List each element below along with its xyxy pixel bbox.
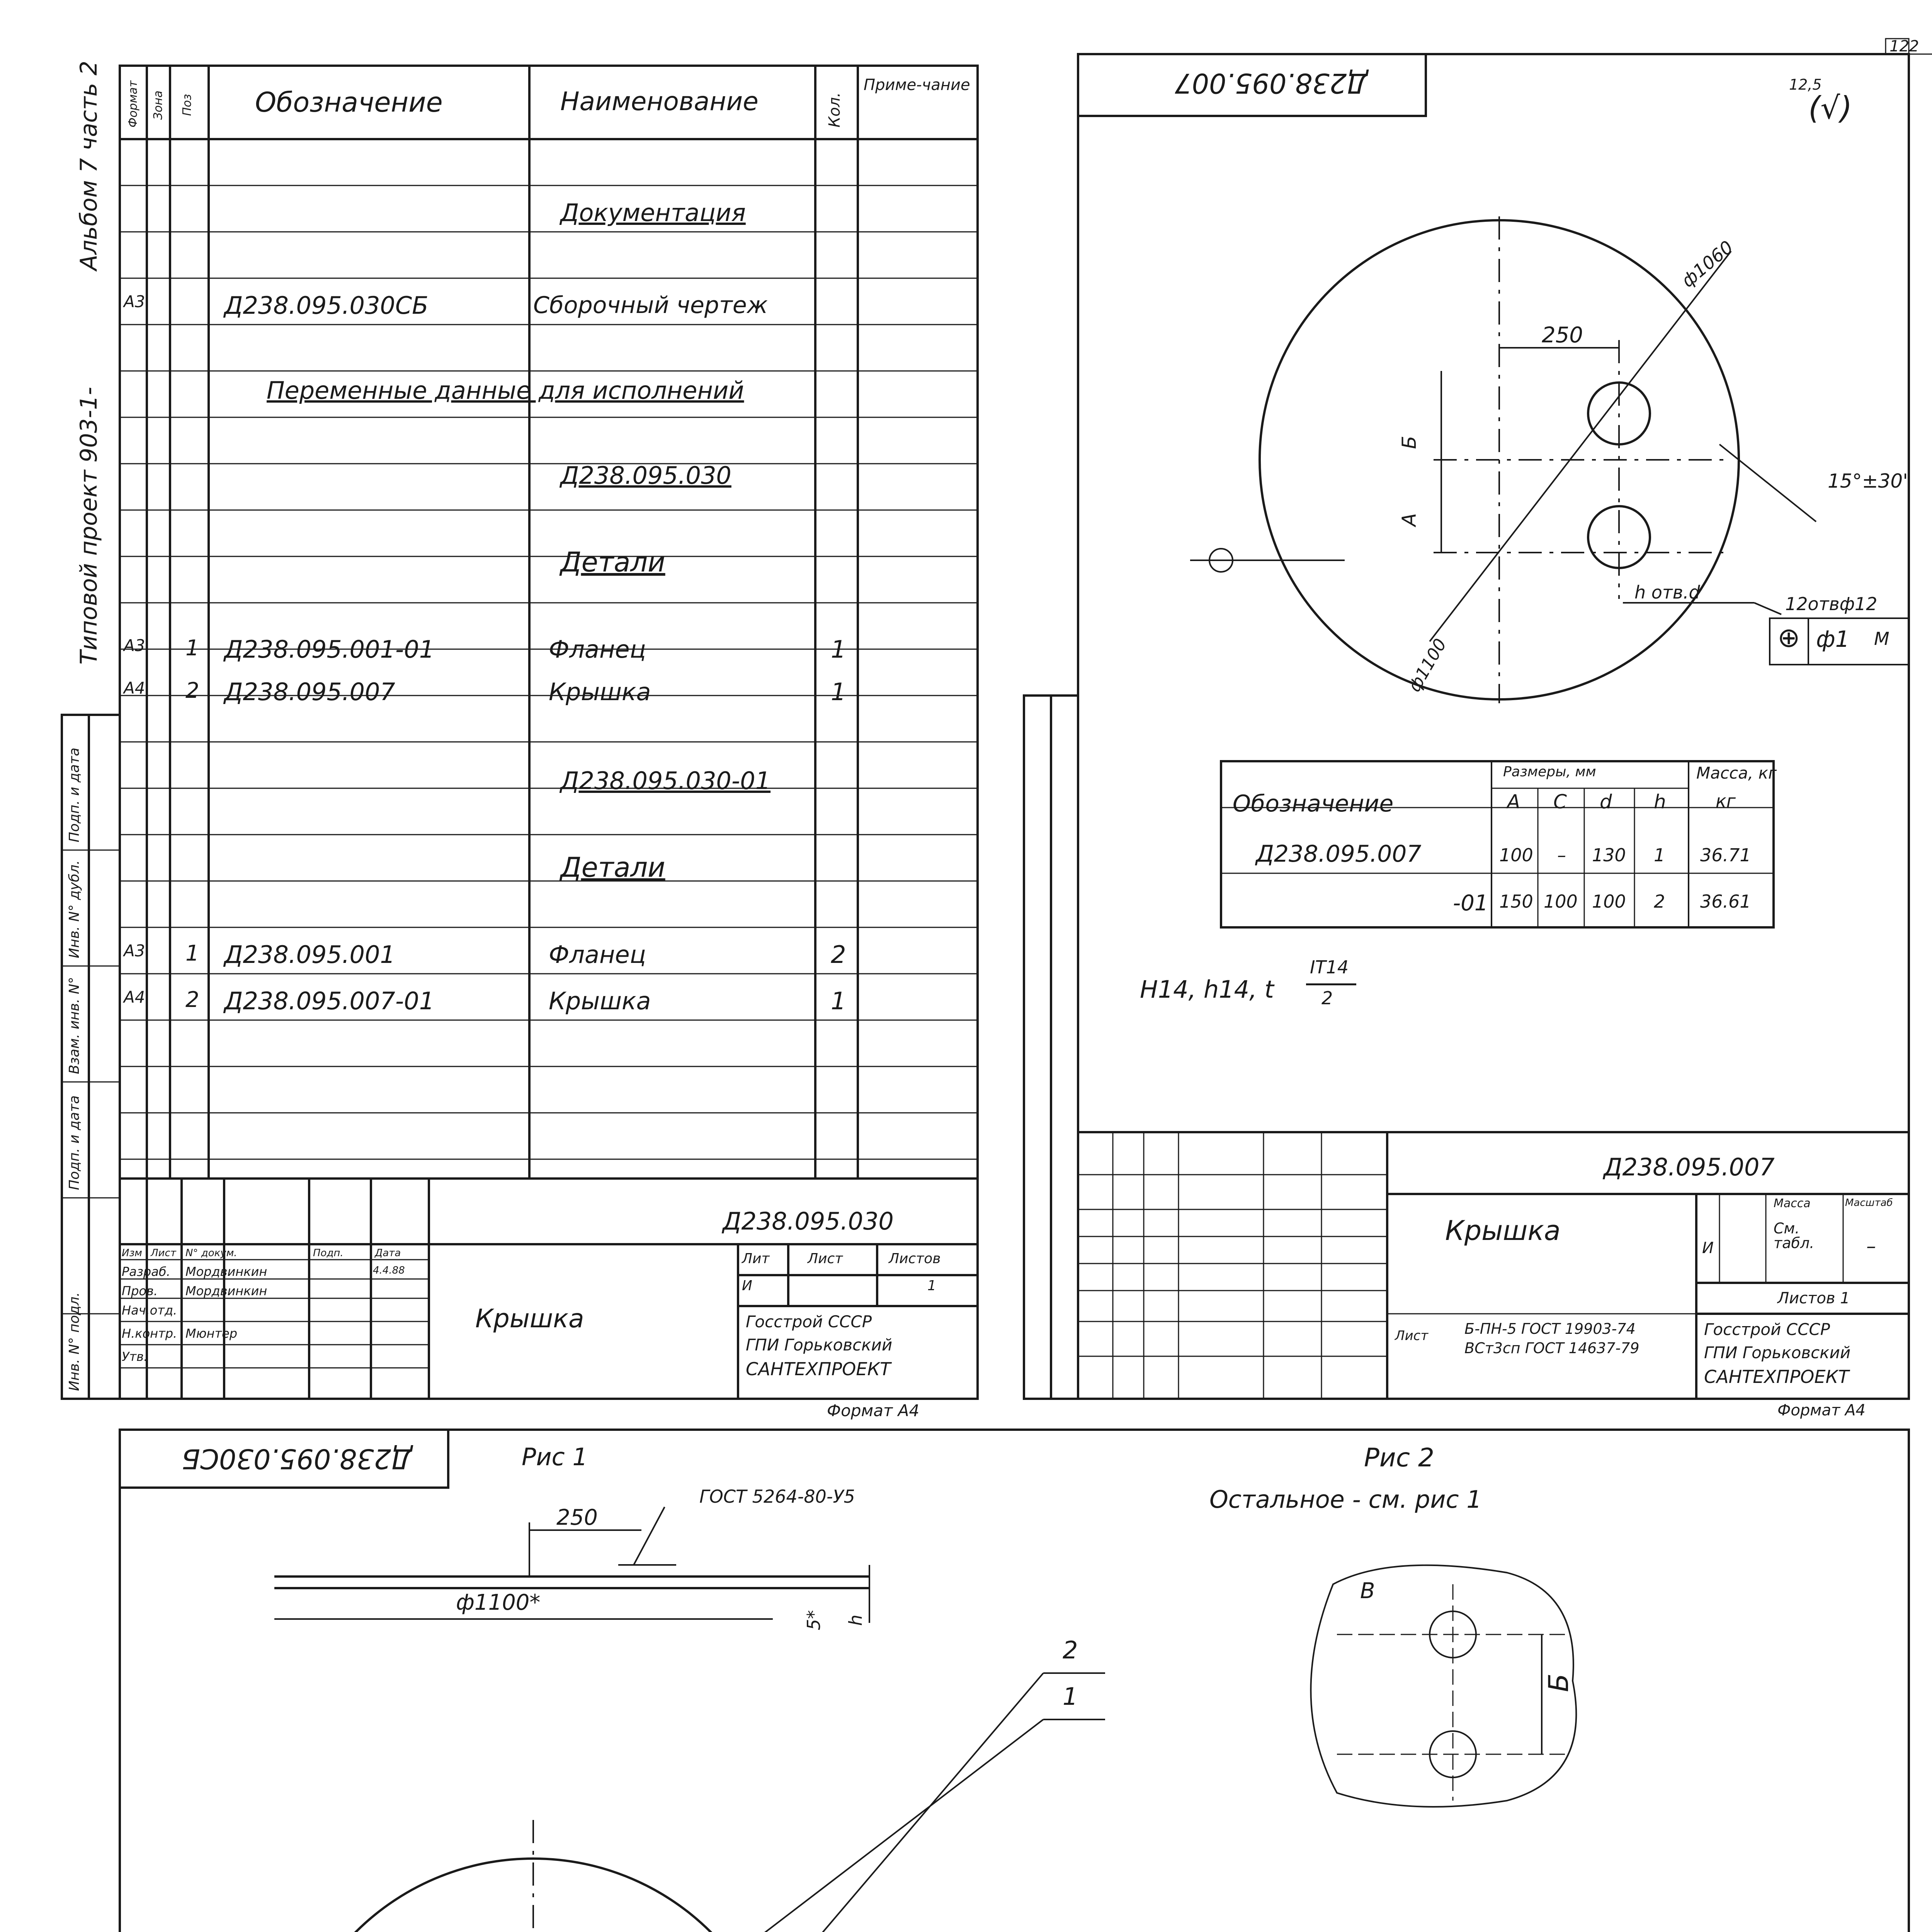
row-pos: 2 [185, 987, 199, 1012]
row-format: А3 [124, 941, 145, 960]
part-table-head: Размеры, мм [1503, 764, 1596, 780]
fig2-V-label: В [1360, 1578, 1375, 1604]
tb-date: 4.4.88 [373, 1265, 405, 1276]
col-note: Приме-чание [864, 76, 970, 94]
side-label-album: Альбом 7 часть 2 [75, 61, 102, 270]
assembly-sheet-frame [62, 1430, 1909, 1932]
fig1-label: Рис 1 [522, 1443, 588, 1471]
col-name: Наименование [560, 87, 759, 116]
tb-lit: Лит [742, 1251, 770, 1267]
part-tb-sheets: Листов 1 [1777, 1289, 1850, 1307]
part-note-fraction-bar [1306, 983, 1356, 985]
part-tb-lit-val: И [1702, 1239, 1714, 1257]
tolerance-m: М [1874, 628, 1889, 649]
side-label-project: Типовой проект 903-1- [75, 387, 102, 665]
part-tb-code: Д238.095.007 [1604, 1153, 1775, 1181]
margin-label-3: Взам. инв. N° [66, 977, 82, 1074]
row-name: Сборочный чертеж [533, 292, 768, 319]
part-note-den: 2 [1321, 988, 1333, 1009]
pos-1: 1 [1063, 1682, 1078, 1711]
part-table-cell: 36.71 [1700, 845, 1751, 866]
tb-role: Утв. [122, 1349, 148, 1364]
spec-sheet-frame [62, 66, 978, 1399]
part-table-cell: Д238.095.007 [1256, 840, 1422, 867]
row-designation: Д238.095.030СБ [224, 291, 429, 320]
row-format: А4 [124, 679, 145, 697]
tb-col-head: Подп. [313, 1247, 344, 1259]
tb-role: Пров. [122, 1284, 158, 1298]
sheet-number: 122 [1889, 37, 1919, 55]
row-name: Д238.095.030-01 [560, 767, 771, 795]
part-table-cell: 36.61 [1700, 891, 1751, 912]
dim-d-flat: ф1100* [456, 1590, 541, 1615]
row-designation: Д238.095.007-01 [224, 987, 435, 1015]
row-name: Фланец [549, 635, 646, 663]
col-pos: Поз [180, 94, 194, 116]
dim-h-label: h отв.d [1634, 582, 1700, 603]
part-table-sub: h [1654, 791, 1666, 813]
part-table-cell: – [1557, 845, 1566, 866]
part-table-cell: 100 [1499, 845, 1533, 866]
part-table-cell: -01 [1453, 891, 1488, 916]
part-tb-scale-head: Масштаб [1845, 1197, 1893, 1209]
fig2-label: Рис 2 [1364, 1443, 1434, 1473]
part-tb-material-2: ВСт3сп ГОСТ 14637-79 [1464, 1340, 1639, 1357]
row-pos: 1 [185, 941, 199, 966]
col-qty: Кол. [826, 92, 844, 128]
dim-h5: 5* [803, 1610, 825, 1631]
dim-angle: 15°±30' [1828, 470, 1908, 492]
part-table-cell: 100 [1544, 891, 1578, 912]
tb-person: Мордвинкин [185, 1284, 267, 1298]
part-table-cell: 130 [1592, 845, 1626, 866]
weld-note: ГОСТ 5264-80-У5 [699, 1486, 855, 1507]
dim-h: h [845, 1614, 866, 1626]
margin-label-4: Подп. и дата [66, 1095, 82, 1190]
tolerance-symbol: ⊕ [1777, 622, 1800, 653]
tb-person: Мюнтер [185, 1326, 238, 1341]
row-name: Документация [560, 199, 746, 227]
row-name: Крышка [549, 987, 651, 1015]
margin-label-1: Подп. и дата [66, 747, 82, 842]
tb-col-head: Дата [375, 1247, 401, 1259]
tb-format: Формат А4 [827, 1401, 920, 1420]
row-qty: 1 [831, 987, 846, 1015]
tb-role: Нач.отд. [122, 1303, 177, 1318]
row-name: Детали [560, 546, 665, 578]
part-table-sub: С [1553, 791, 1567, 813]
tb-col-head: N° докум. [185, 1247, 237, 1259]
tb-org: ГПИ Горьковский [746, 1335, 893, 1354]
margin-label-5: Инв. N° подл. [66, 1292, 82, 1391]
part-stamp: Д238.095.007 [1175, 67, 1368, 99]
part-table-sub: кг [1716, 791, 1736, 811]
pos-2: 2 [1063, 1636, 1078, 1664]
part-tb-scale: – [1866, 1235, 1876, 1257]
tb-col-head: Изм [122, 1247, 142, 1259]
part-tb-mass-head: Масса [1774, 1197, 1811, 1210]
row-name: Крышка [549, 678, 651, 706]
col-zone: Зона [151, 90, 165, 120]
part-sheet-frame [1024, 39, 1932, 1399]
row-designation: Д238.095.001-01 [224, 635, 435, 663]
row-designation: Д238.095.007 [224, 678, 395, 706]
tolerance-value: ф1 [1816, 626, 1850, 652]
row-name: Переменные данные для исполнений [267, 376, 744, 405]
tb-org: Госстрой СССР [746, 1312, 872, 1331]
row-name: Фланец [549, 940, 646, 969]
part-tb-material-1: Б-ПН-5 ГОСТ 19903-74 [1464, 1320, 1636, 1337]
part-tb-org: Госстрой СССР [1704, 1320, 1830, 1339]
part-note-num: IT14 [1310, 957, 1349, 978]
fig2-note: Остальное - см. рис 1 [1209, 1485, 1482, 1514]
row-designation: Д238.095.001 [224, 940, 395, 969]
tb-lit-val: И [742, 1278, 752, 1294]
part-tb-mass: См. табл. [1774, 1220, 1815, 1252]
roughness-symbol: (√) [1808, 90, 1852, 126]
dim-offset: 250 [556, 1505, 598, 1530]
tb-person: Мордвинкин [185, 1264, 267, 1279]
part-tb-org: САНТЕХПРОЕКТ [1704, 1366, 1849, 1387]
part-table-cell: 1 [1654, 845, 1665, 866]
tb-sheets: Листов [889, 1251, 941, 1267]
part-table-sub: А [1507, 791, 1520, 813]
tb-name: Крышка [475, 1304, 584, 1333]
tb-role: Н.контр. [122, 1326, 177, 1341]
part-note: Н14, h14, t [1140, 975, 1274, 1003]
row-format: А3 [124, 636, 145, 655]
row-pos: 2 [185, 678, 199, 703]
row-pos: 1 [185, 636, 199, 661]
part-tb-org: ГПИ Горьковский [1704, 1343, 1851, 1362]
part-table-sub: d [1600, 791, 1612, 813]
part-table-cell: 150 [1499, 891, 1533, 912]
dim-offset: 250 [1542, 323, 1583, 348]
tb-sheet: Лист [808, 1251, 843, 1267]
tb-sheets-val: 1 [927, 1278, 936, 1294]
fig2-B-label: Б [1543, 1673, 1575, 1692]
part-table-cell: 100 [1592, 891, 1626, 912]
col-designation: Обозначение [255, 87, 443, 118]
row-format: А3 [124, 292, 145, 311]
part-table-head: Обозначение [1233, 790, 1394, 817]
dim-B: Б [1398, 435, 1421, 449]
row-qty: 2 [831, 940, 846, 969]
part-tb-list: Лист [1395, 1328, 1429, 1344]
row-qty: 1 [831, 635, 846, 663]
row-name: Д238.095.030 [560, 461, 731, 490]
row-format: А4 [124, 988, 145, 1007]
dim-d-big: ф1100 [1404, 635, 1451, 696]
tb-code: Д238.095.030 [723, 1207, 894, 1235]
part-table-cell: 2 [1654, 891, 1665, 912]
tb-col-head: Лист [151, 1247, 176, 1259]
roughness-value: 12,5 [1789, 76, 1822, 93]
tb-role: Разраб. [122, 1264, 170, 1279]
assembly-stamp: Д238.095.030СБ [182, 1443, 412, 1475]
dim-d-outer: ф1060 [1677, 236, 1737, 291]
row-qty: 1 [831, 678, 846, 706]
tb-org: САНТЕХПРОЕКТ [746, 1359, 891, 1379]
part-table-head: Масса, кг [1696, 764, 1777, 782]
col-format: Формат [126, 80, 140, 128]
dim-A: А [1398, 513, 1421, 527]
margin-label-2: Инв. N° дубл. [66, 860, 82, 958]
row-name: Детали [560, 852, 665, 883]
dim-holes: 12отвф12 [1785, 594, 1878, 614]
part-tb-name: Крышка [1445, 1215, 1561, 1247]
part-tb-format: Формат А4 [1777, 1401, 1866, 1419]
